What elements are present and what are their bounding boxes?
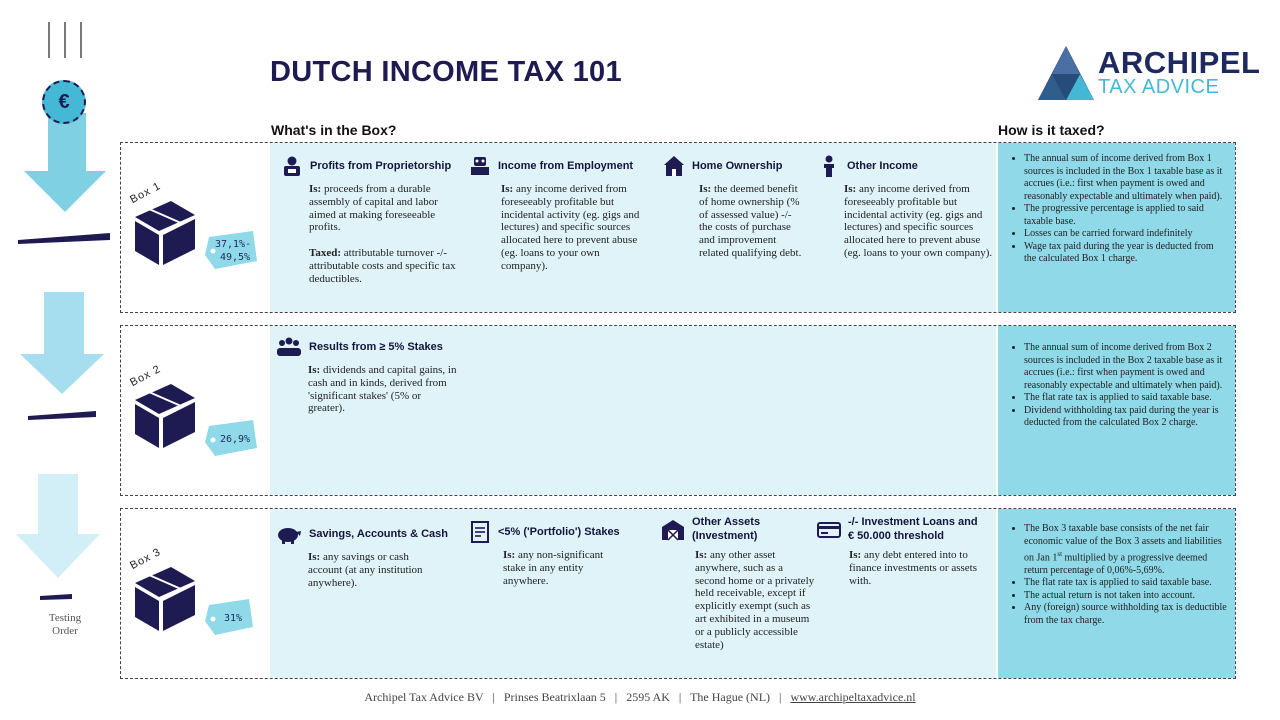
rate-label-line1: 37,1%-	[214, 239, 252, 250]
group-icon	[276, 336, 302, 358]
box-2-taxation	[998, 326, 1235, 495]
category-text: any other asset anywhere, such as a second home or a privately held receivable, except if explicitly exempt (such as art exhibited in a museum or a publicly accessible estate)	[695, 549, 815, 651]
tax-bullet: • Dividend withholding tax paid during the year is deducted from the calculated Box 2 charge.	[1024, 405, 1227, 430]
is-label: Is:	[308, 551, 321, 563]
whats-in-box-header: What's in the Box?	[271, 122, 397, 138]
rate-label: 31%	[223, 613, 243, 624]
category-home-ownership	[663, 155, 803, 260]
tax-bullet: • The actual return is not taken into account.	[1024, 590, 1227, 603]
category-proprietorship	[281, 155, 461, 286]
box-3-taxation	[998, 509, 1235, 678]
proprietor-icon	[281, 155, 303, 177]
category-text: attributable turnover -/- attributable costs and specific tax deductibles.	[309, 247, 456, 285]
box-label: Box 3	[128, 545, 164, 573]
category-title: Home Ownership	[692, 160, 783, 172]
footer-street: Prinses Beatrixlaan 5	[503, 690, 606, 704]
category-title: Other Income	[847, 160, 918, 172]
tax-bullet: • The Box 3 taxable base consists of the net fair economic value of the Box 3 assets and liabilities on Jan 1st multiplied by a progressive deemed return percentage of 0,06%-5,69%.	[1024, 523, 1227, 577]
tax-bullet: • The annual sum of income derived from Box 1 sources is included in the Box 1 taxable base as it accrues (i.e.: first when payment is owed and reasonably expectable and ultimately when paid).	[1024, 153, 1227, 203]
category-portfolio-stakes	[469, 521, 649, 587]
how-taxed-header: How is it taxed?	[998, 122, 1105, 138]
category-text: any income derived from foreseeably profitable but incidental activity (eg. gigs and lectures) and specific sources allocated here to prevent abuse (eg. loans to your own company).	[501, 183, 640, 272]
footer-postcode: 2595 AK	[626, 690, 670, 704]
is-label: Is:	[849, 549, 862, 561]
is-label: Is:	[308, 364, 321, 376]
employment-icon	[469, 155, 491, 177]
box-icon	[131, 370, 261, 470]
category-text: dividends and capital gains, in cash and in kinds, derived from 'significant stakes' (5% or greater).	[308, 364, 457, 415]
category-text: the deemed benefit of home ownership (% of assessed value) -/- the costs of purchase and improvement related qualifying debt.	[699, 183, 802, 259]
category-title: Profits from Proprietorship	[310, 160, 452, 172]
taxed-label: Taxed:	[309, 247, 341, 260]
footer	[0, 690, 1280, 705]
testing-order-label: Testing Order	[48, 612, 82, 637]
euro-coin-icon: €	[42, 80, 86, 124]
logo-name: ARCHIPEL	[1098, 45, 1261, 80]
category-text: any debt entered into to finance investments or assets with.	[849, 549, 977, 587]
category-title: Results from ≥ 5% Stakes	[309, 341, 443, 353]
tax-bullet: • The flat rate tax is applied to said taxable base.	[1024, 392, 1227, 405]
category-investment-loans	[817, 515, 987, 587]
footer-city: The Hague (NL)	[690, 690, 771, 704]
rate-label-line2: 49,5%	[219, 252, 251, 263]
category-savings	[276, 523, 466, 589]
barn-icon	[661, 519, 685, 541]
speaker-icon	[818, 155, 840, 177]
category-other-assets	[661, 515, 815, 651]
footer-separator: |	[492, 690, 495, 704]
house-icon	[663, 155, 685, 177]
document-icon	[469, 521, 491, 543]
logo-subtitle: TAX ADVICE	[1098, 76, 1220, 98]
footer-separator: |	[678, 690, 682, 704]
box-2-panel	[120, 325, 1236, 496]
tax-bullet: • The progressive percentage is applied to said taxable base.	[1024, 203, 1227, 228]
card-icon	[817, 519, 841, 541]
footer-website-link[interactable]: www.archipeltaxadvice.nl	[790, 690, 916, 704]
category-title: <5% ('Portfolio') Stakes	[498, 526, 620, 538]
is-label: Is:	[501, 183, 514, 195]
box-1-panel	[120, 142, 1236, 313]
box-icon	[131, 187, 261, 287]
box-3-panel	[120, 508, 1236, 679]
is-label: Is:	[309, 183, 322, 195]
box-icon	[131, 553, 261, 653]
tax-bullet: • Losses can be carried forward indefinitely	[1024, 228, 1227, 241]
category-title: Savings, Accounts & Cash	[309, 528, 448, 540]
category-title: Other Assets (Investment)	[692, 516, 761, 542]
is-label: Is:	[695, 549, 708, 561]
tax-bullet: • The annual sum of income derived from Box 2 sources is included in the Box 2 taxable base as it accrues (i.e.: first when payment is owed and reasonably expectable and ultimately when paid).	[1024, 342, 1227, 392]
box-label: Box 1	[128, 179, 164, 207]
category-text: any savings or cash account (at any institution anywhere).	[308, 551, 423, 589]
tax-bullet: • Any (foreign) source withholding tax is deductible from the tax charge.	[1024, 602, 1227, 627]
category-text: any non-significant stake in any entity anywhere.	[503, 549, 604, 587]
footer-separator: |	[614, 690, 618, 704]
is-label: Is:	[844, 183, 857, 195]
footer-company: Archipel Tax Advice BV	[364, 690, 484, 704]
category-other-income	[818, 155, 993, 260]
box-label: Box 2	[128, 362, 164, 390]
logo-mark-icon	[1036, 44, 1096, 102]
box-1-taxation	[998, 143, 1235, 312]
rate-label: 26,9%	[219, 434, 251, 445]
is-label: Is:	[699, 183, 712, 195]
category-employment	[469, 155, 644, 273]
footer-separator: |	[779, 690, 782, 704]
is-label: Is:	[503, 549, 516, 561]
archipel-logo	[1036, 44, 1261, 104]
tax-bullet: • The flat rate tax is applied to said taxable base.	[1024, 577, 1227, 590]
category-text: proceeds from a durable assembly of capital and labor aimed at making foreseeable profits.	[309, 183, 438, 234]
category-significant-stakes	[276, 336, 476, 415]
page-title: DUTCH INCOME TAX 101	[270, 56, 622, 88]
category-title: Income from Employment	[498, 160, 634, 172]
piggy-bank-icon	[276, 523, 302, 545]
category-text: any income derived from foreseeably profitable but incidental activity (eg. gigs and lectures) and specific sources allocated here to prevent abuse (eg. loans to your own company).	[844, 183, 993, 259]
tax-bullet: • Wage tax paid during the year is deducted from the calculated Box 1 charge.	[1024, 241, 1227, 266]
category-title: -/- Investment Loans and € 50.000 threshold	[848, 516, 978, 542]
